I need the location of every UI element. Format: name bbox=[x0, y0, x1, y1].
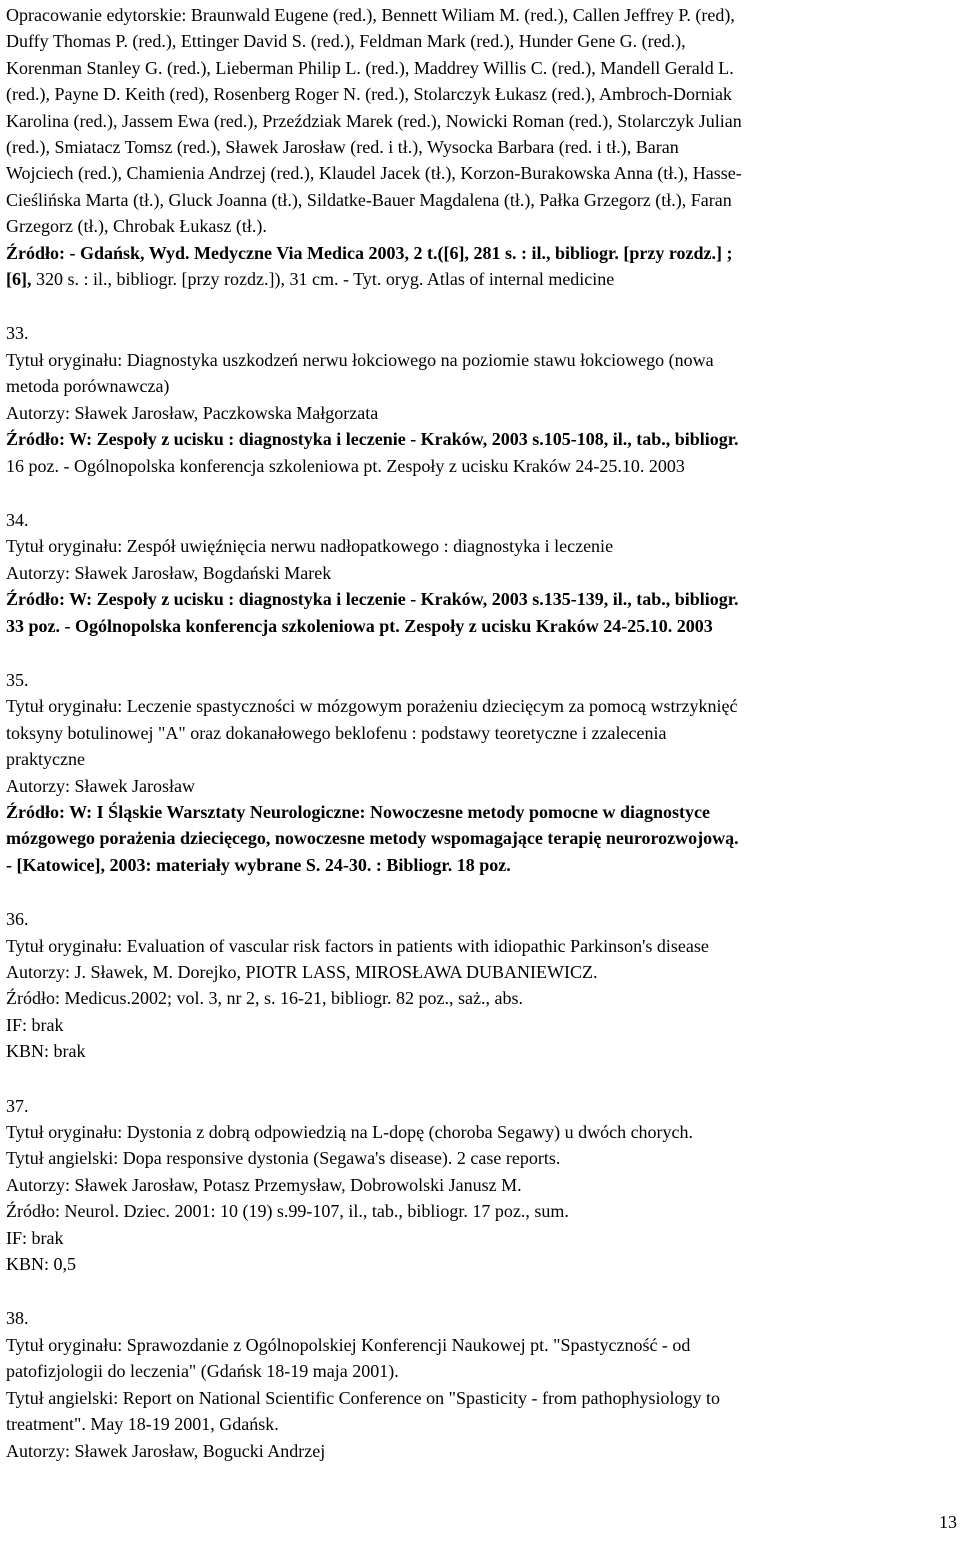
entry-line: Źródło: W: Zespoły z ucisku : diagnostyka i leczenie - Kraków, 2003 s.135-139, il., tab., bibliogr. bbox=[6, 589, 739, 610]
entry-number: 36. bbox=[6, 909, 29, 930]
entry-line: praktyczne bbox=[6, 749, 85, 770]
entries-list bbox=[6, 292, 956, 1463]
bibliography-entry bbox=[6, 507, 956, 639]
intro-line: (red.), Payne D. Keith (red), Rosenberg Roger N. (red.), Stolarczyk Łukasz (red.), Ambroch-Dorniak bbox=[6, 84, 732, 105]
entry-line: mózgowego porażenia dziecięcego, nowoczesne metody wspomagające terapię neurorozwojową. bbox=[6, 828, 739, 849]
entry-line: KBN: brak bbox=[6, 1041, 86, 1062]
intro-line: Korenman Stanley G. (red.), Lieberman Philip L. (red.), Maddrey Willis C. (red.), Mandell Gerald L. bbox=[6, 57, 734, 78]
entry-number: 34. bbox=[6, 509, 29, 530]
entry-line: toksyny botulinowej "A" oraz dokanałowego beklofenu : podstawy teoretyczne i zzalecenia bbox=[6, 722, 667, 743]
entry-line: Autorzy: Sławek Jarosław, Potasz Przemysław, Dobrowolski Janusz M. bbox=[6, 1174, 522, 1195]
intro-line: (red.), Smiatacz Tomsz (red.), Sławek Jarosław (red. i tł.), Wysocka Barbara (red. i tł.), Baran bbox=[6, 137, 679, 158]
bibliography-entry bbox=[6, 320, 956, 478]
entry-spacer bbox=[6, 1277, 956, 1305]
entry-spacer bbox=[6, 878, 956, 906]
entry-line: Źródło: W: I Śląskie Warsztaty Neurologiczne: Nowoczesne metody pomocne w diagnostyce bbox=[6, 801, 710, 822]
entry-spacer bbox=[6, 639, 956, 667]
entry-number: 37. bbox=[6, 1095, 29, 1116]
page-number: 13 bbox=[939, 1512, 957, 1532]
entry-line: IF: brak bbox=[6, 1227, 64, 1248]
entry-spacer bbox=[6, 292, 956, 320]
entry-spacer bbox=[6, 1065, 956, 1093]
intro-line: Cieślińska Marta (tł.), Gluck Joanna (tł.), Sildatke-Bauer Magdalena (tł.), Pałka Grzegorz (tł.), Faran bbox=[6, 189, 732, 210]
entry-line: Autorzy: Sławek Jarosław, Bogdański Marek bbox=[6, 562, 332, 583]
entry-line: patofizjologii do leczenia" (Gdańsk 18-19 maja 2001). bbox=[6, 1361, 399, 1382]
entry-line: Autorzy: J. Sławek, M. Dorejko, PIOTR LASS, MIROSŁAWA DUBANIEWICZ. bbox=[6, 962, 598, 982]
entry-line: Autorzy: Sławek Jarosław, Paczkowska Małgorzata bbox=[6, 402, 379, 423]
intro-line: Wojciech (red.), Chamienia Andrzej (red.), Klaudel Jacek (tł.), Korzon-Burakowska Anna (tł.), Hasse- bbox=[6, 163, 742, 184]
entry-line: Źródło: Medicus.2002; vol. 3, nr 2, s. 16-21, bibliogr. 82 poz., saż., abs. bbox=[6, 988, 523, 1009]
entry-line: Tytuł oryginału: Diagnostyka uszkodzeń nerwu łokciowego na poziomie stawu łokciowego (nowa bbox=[6, 349, 714, 370]
entry-line: Tytuł angielski: Report on National Scientific Conference on "Spasticity - from pathophysiology to bbox=[6, 1387, 720, 1408]
entry-number: 38. bbox=[6, 1308, 29, 1329]
entry-line: Tytuł oryginału: Sprawozdanie z Ogólnopolskiej Konferencji Naukowej pt. "Spastyczność - od bbox=[6, 1334, 691, 1355]
entry-number: 33. bbox=[6, 323, 29, 344]
intro-line: Duffy Thomas P. (red.), Ettinger David S. (red.), Feldman Mark (red.), Hunder Gene G. (red.), bbox=[6, 31, 686, 52]
entry-line: Tytuł oryginału: Leczenie spastyczności w mózgowym porażeniu dziecięcym za pomocą wstrzyknięć bbox=[6, 696, 738, 717]
entry-line: Tytuł oryginału: Zespół uwięźnięcia nerwu nadłopatkowego : diagnostyka i leczenie bbox=[6, 536, 614, 557]
entry-line: Tytuł angielski: Dopa responsive dystonia (Segawa's disease). 2 case reports. bbox=[6, 1148, 561, 1169]
entry-line: Źródło: W: Zespoły z ucisku : diagnostyka i leczenie - Kraków, 2003 s.105-108, il., tab., bibliogr. bbox=[6, 429, 739, 450]
entry-line: Autorzy: Sławek Jarosław bbox=[6, 775, 195, 796]
entry-line: Autorzy: Sławek Jarosław, Bogucki Andrzej bbox=[6, 1440, 326, 1461]
entry-line: Tytuł oryginału: Dystonia z dobrą odpowiedzią na L-dopę (choroba Segawy) u dwóch chorych. bbox=[6, 1122, 694, 1143]
intro-source-line: Źródło: - Gdańsk, Wyd. Medyczne Via Medica 2003, 2 t.([6], 281 s. : il., bibliogr. [przy rozdz.] ; bbox=[6, 242, 733, 263]
bibliography-entry bbox=[6, 906, 956, 1064]
bibliography-entry bbox=[6, 667, 956, 878]
intro-line: Opracowanie edytorskie: Braunwald Eugene (red.), Bennett Wiliam M. (red.), Callen Jeffrey P. (red), bbox=[6, 5, 735, 25]
entry-line: treatment". May 18-19 2001, Gdańsk. bbox=[6, 1414, 279, 1435]
entry-line: - [Katowice], 2003: materiały wybrane S. 24-30. : Bibliogr. 18 poz. bbox=[6, 854, 511, 875]
document-body bbox=[6, 2, 956, 1464]
entry-line: Źródło: Neurol. Dziec. 2001: 10 (19) s.99-107, il., tab., bibliogr. 17 poz., sum. bbox=[6, 1201, 569, 1222]
entry-line: IF: brak bbox=[6, 1014, 64, 1035]
intro-line: Karolina (red.), Jassem Ewa (red.), Przeździak Marek (red.), Nowicki Roman (red.), Stolarczyk Julian bbox=[6, 110, 742, 131]
bibliography-entry bbox=[6, 1093, 956, 1278]
intro-block bbox=[6, 2, 956, 292]
entry-line: metoda porównawcza) bbox=[6, 376, 170, 397]
entry-line: 33 poz. - Ogólnopolska konferencja szkoleniowa pt. Zespoły z ucisku Kraków 24-25.10. 2003 bbox=[6, 615, 713, 636]
entry-spacer bbox=[6, 479, 956, 507]
entry-number: 35. bbox=[6, 669, 29, 690]
entry-line: KBN: 0,5 bbox=[6, 1254, 77, 1275]
intro-source-bold-part: [6], bbox=[6, 269, 36, 290]
bibliography-entry bbox=[6, 1305, 956, 1463]
intro-line: Grzegorz (tł.), Chrobak Łukasz (tł.). bbox=[6, 216, 267, 237]
entry-line: 16 poz. - Ogólnopolska konferencja szkoleniowa pt. Zespoły z ucisku Kraków 24-25.10. 2003 bbox=[6, 455, 685, 476]
intro-source-line-continued bbox=[6, 266, 956, 292]
intro-source-rest: 320 s. : il., bibliogr. [przy rozdz.]), 31 cm. - Tyt. oryg. Atlas of internal medicine bbox=[36, 269, 615, 290]
entry-line: Tytuł oryginału: Evaluation of vascular risk factors in patients with idiopathic Parkinson's disease bbox=[6, 935, 709, 956]
